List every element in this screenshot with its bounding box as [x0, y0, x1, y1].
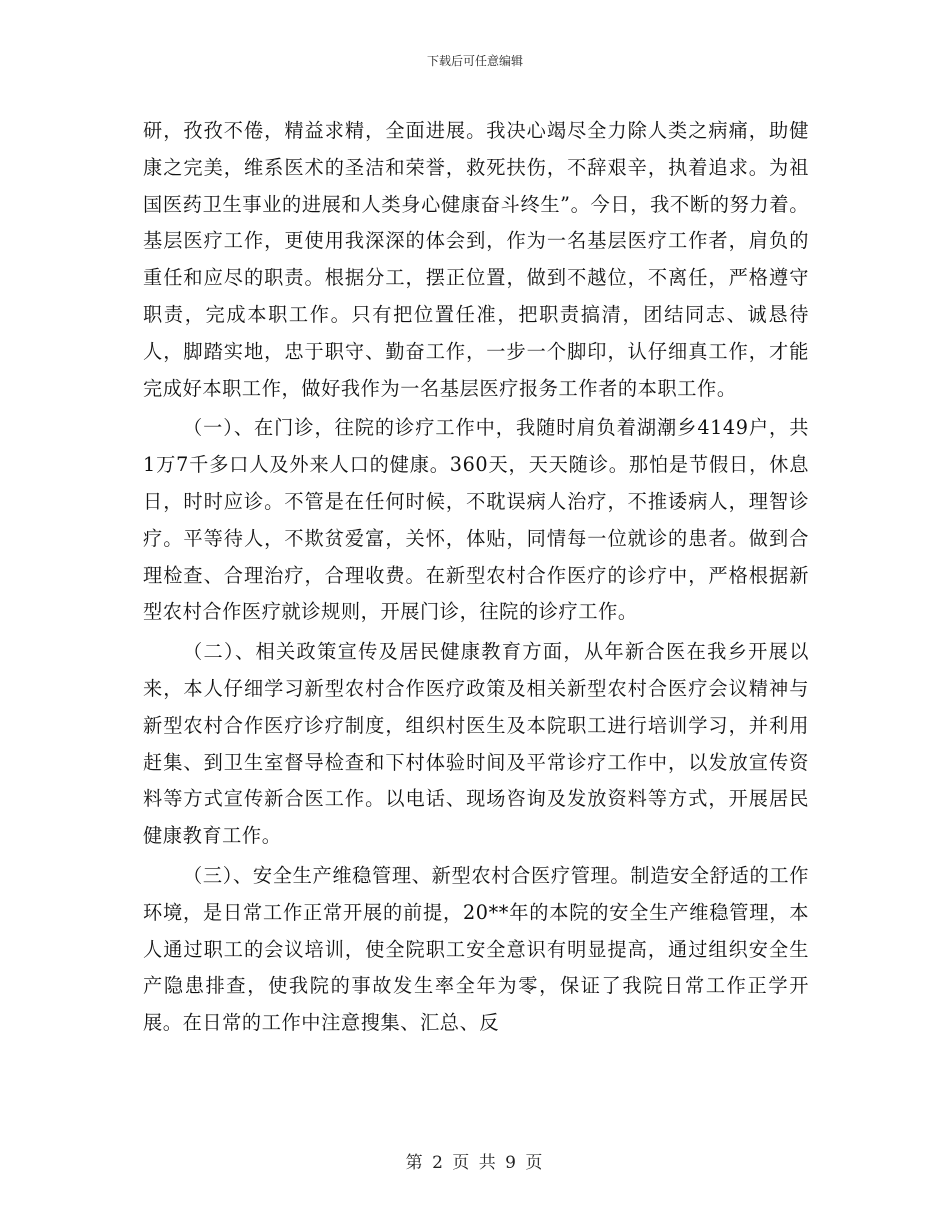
document-body: [143, 113, 809, 1042]
page-header-note: 下载后可任意编辑: [426, 54, 523, 68]
paragraph-section-3: （三）、安全生产维稳管理、新型农村合医疗管理。制造安全舒适的工作环境，是日常工作正常开展的前提，20**年的本院的安全生产维稳管理，本人通过职工的会议培训，使全院职工安全意识有明显提高，通过组织安全生产隐患排查，使我院的事故发生率全年为零，保证了我院日常工作正学开展。在日常的工作中注意搜集、汇总、反: [143, 863, 809, 1035]
paragraph-section-2: （二）、相关政策宣传及居民健康教育方面，从年新合医在我乡开展以来，本人仔细学习新型农村合作医疗政策及相关新型农村合医疗会议精神与新型农村合作医疗诊疗制度，组织村医生及本院职工进行培训学习，并利用赶集、到卫生室督导检查和下村体验时间及平常诊疗工作中，以发放宣传资料等方式宣传新合医工作。以电话、现场咨询及发放资料等方式，开展居民健康教育工作。: [143, 640, 809, 848]
paragraph-section-1: （一）、在门诊，往院的诊疗工作中，我随时肩负着湖潮乡4149户，共1万7千多口人及外来人口的健康。360天，天天随诊。那怕是节假日，休息日，时时应诊。不管是在任何时候，不耽误病人治疗，不推诿病人，理智诊疗。平等待人，不欺贫爱富，关怀，体贴，同情每一位就诊的患者。做到合理检查、合理治疗，合理收费。在新型农村合作医疗的诊疗中，严格根据新型农村合作医疗就诊规则，开展门诊，往院的诊疗工作。: [143, 416, 809, 624]
paragraph-continued: 研，孜孜不倦，精益求精，全面进展。我决心竭尽全力除人类之病痛，助健康之完美，维系医术的圣洁和荣誉，救死扶伤，不辞艰辛，执着追求。为祖国医药卫生事业的进展和人类身心健康奋斗终生”。今日，我不断的努力着。基层医疗工作，更使用我深深的体会到，作为一名基层医疗工作者，肩负的重任和应尽的职责。根据分工，摆正位置，做到不越位，不离任，严格遵守职责，完成本职工作。只有把位置任准，把职责搞清，团结同志、诚恳待人，脚踏实地，忠于职守、勤奋工作，一步一个脚印，认仔细真工作，才能完成好本职工作，做好我作为一名基层医疗报务工作者的本职工作。: [143, 119, 809, 400]
page-number-footer: 第 2 页 共 9 页: [405, 1153, 545, 1173]
